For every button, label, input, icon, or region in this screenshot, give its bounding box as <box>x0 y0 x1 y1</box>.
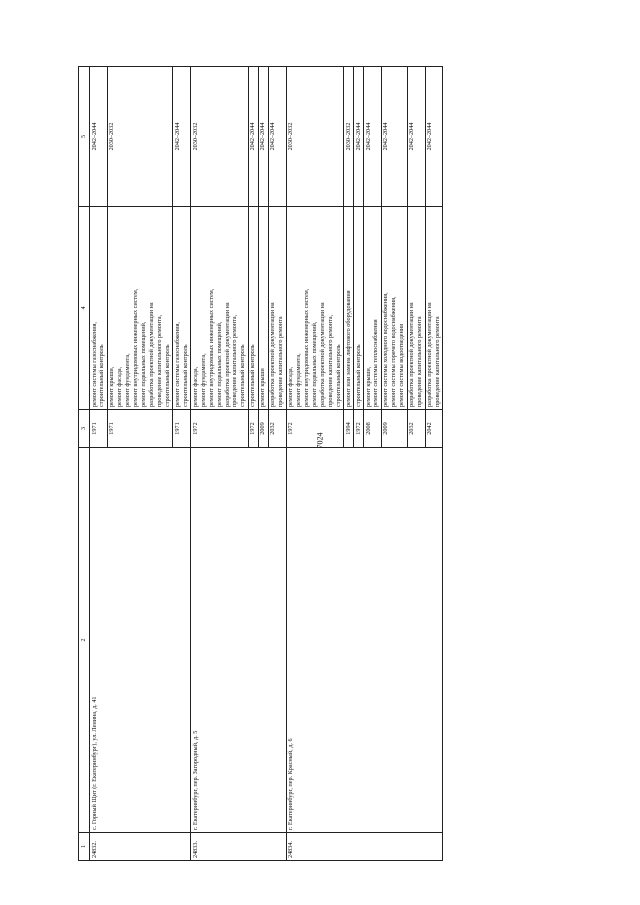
work-item: ремонт системы горячего водоснабжения, <box>390 296 398 407</box>
entry-address: с. Горный Щит (г. Екатеринбург), ул. Ленина, д. 41 <box>90 448 191 833</box>
work-list <box>268 207 286 410</box>
work-item: проведение капитального ремонта, <box>326 314 334 407</box>
entry-number: 24834. <box>286 833 443 861</box>
header-cell-5: 5 <box>79 67 90 207</box>
work-item: разработка проектной документации на <box>269 302 277 407</box>
repair-period: 2030–2032 <box>191 67 249 207</box>
table-row <box>286 67 344 861</box>
repair-period: 2042–2044 <box>90 67 108 207</box>
build-year: 1972 <box>354 410 364 448</box>
work-item: ремонт системы водоотведения <box>398 324 406 407</box>
work-item: разработка проектной документации на <box>148 302 156 407</box>
work-list <box>191 207 249 410</box>
build-year: 1972 <box>286 410 344 448</box>
repair-period: 2042–2044 <box>248 67 258 207</box>
work-item: ремонт подвальных помещений, <box>310 321 318 407</box>
work-item: ремонт фундамента, <box>295 353 302 407</box>
work-list <box>381 207 407 410</box>
work-item: ремонт фасада, <box>191 366 199 407</box>
build-year: 1972 <box>248 410 258 448</box>
repair-period: 2042–2044 <box>268 67 286 207</box>
work-item: разработка проектной документации на <box>408 302 416 407</box>
work-list <box>248 207 258 410</box>
work-item: ремонт фасада, <box>287 366 295 407</box>
work-item: ремонт фундамента, <box>124 353 132 407</box>
entry-number: 24832. <box>90 833 191 861</box>
build-year: 1972 <box>191 410 249 448</box>
work-list <box>286 207 344 410</box>
repair-period: 2042–2044 <box>364 67 382 207</box>
rotated-page <box>78 92 603 861</box>
work-list <box>90 207 108 410</box>
work-item: ремонт крыши, <box>364 366 372 407</box>
build-year: 2042 <box>425 410 443 448</box>
work-item: ремонт или замена лифтового оборудования <box>344 290 352 407</box>
build-year: 2009 <box>381 410 407 448</box>
work-list <box>425 207 443 410</box>
work-list <box>407 207 425 410</box>
repair-period: 2030–2032 <box>344 67 354 207</box>
work-item: проведение капитального ремонта, <box>231 314 239 407</box>
work-item: ремонт системы теплоснабжения <box>372 319 380 407</box>
build-year: 2009 <box>258 410 268 448</box>
work-item: ремонт крыши <box>259 368 267 407</box>
work-list <box>107 207 173 410</box>
work-item: ремонт подвальных помещений, <box>215 321 223 407</box>
repair-period: 2042–2044 <box>173 67 191 207</box>
work-item: проведение капитального ремонта <box>277 316 285 407</box>
repair-period: 2042–2044 <box>258 67 268 207</box>
work-item: ремонт внутридомовых инженерных систем, <box>132 288 140 407</box>
work-item: строительный контроль <box>249 344 257 407</box>
repair-period: 2042–2044 <box>407 67 425 207</box>
work-item: ремонт фундамента, <box>199 353 207 407</box>
header-cell-1: 1 <box>79 833 90 861</box>
work-item: ремонт внутридомовых инженерных систем, <box>302 288 310 407</box>
work-item: строительный контроль <box>181 344 189 407</box>
work-item: ремонт подвальных помещений, <box>140 321 148 407</box>
work-list <box>344 207 354 410</box>
work-item: строительный контроль <box>239 344 247 407</box>
work-item: ремонт системы холодного водоснабжения, <box>382 292 390 407</box>
header-row <box>79 67 90 861</box>
work-item: разработка проектной документации на <box>223 302 231 407</box>
build-year: 2032 <box>407 410 425 448</box>
work-item: строительный контроль <box>163 344 171 407</box>
work-item: строительный контроль <box>334 344 342 407</box>
work-item: ремонт фасада, <box>116 366 124 407</box>
build-year: 2008 <box>364 410 382 448</box>
work-item: ремонт крыши, <box>108 366 116 407</box>
build-year: 1971 <box>90 410 108 448</box>
table-row <box>90 67 108 861</box>
entry-address: г. Екатеринбург, пер. Загородный, д. 5 <box>191 448 286 833</box>
build-year: 2032 <box>268 410 286 448</box>
work-item: проведение капитального ремонта, <box>156 314 163 407</box>
repair-period: 2042–2044 <box>381 67 407 207</box>
repair-period: 2042–2044 <box>354 67 364 207</box>
work-item: проведение капитального ремонта <box>416 316 424 407</box>
work-item: ремонт системы газоснабжения, <box>90 322 98 407</box>
header-cell-3: 3 <box>79 410 90 448</box>
entry-address: г. Екатеринбург, пер. Красный, д. 6 <box>286 448 443 833</box>
repair-period: 2030–2032 <box>107 67 173 207</box>
work-item: ремонт внутридомовых инженерных систем, <box>207 288 215 407</box>
work-item: проведение капитального ремонта <box>434 316 441 407</box>
work-list <box>364 207 382 410</box>
page-number: 7024 <box>315 432 325 449</box>
build-year: 1994 <box>344 410 354 448</box>
work-item: строительный контроль <box>98 344 106 407</box>
build-year: 1971 <box>107 410 173 448</box>
work-list <box>354 207 364 410</box>
work-list <box>258 207 268 410</box>
entry-number: 24833. <box>191 833 286 861</box>
header-cell-2: 2 <box>79 448 90 833</box>
build-year: 1971 <box>173 410 191 448</box>
work-item: ремонт системы газоснабжения, <box>173 322 181 407</box>
work-item: строительный контроль <box>354 344 362 407</box>
table-row <box>191 67 249 861</box>
work-item: разработка проектной документации на <box>426 302 434 407</box>
work-item: разработка проектной документации на <box>318 302 326 407</box>
repair-period: 2042–2044 <box>425 67 443 207</box>
work-list <box>173 207 191 410</box>
repair-schedule-table <box>78 66 443 861</box>
repair-period: 2030–2032 <box>286 67 344 207</box>
header-cell-4: 4 <box>79 207 90 410</box>
